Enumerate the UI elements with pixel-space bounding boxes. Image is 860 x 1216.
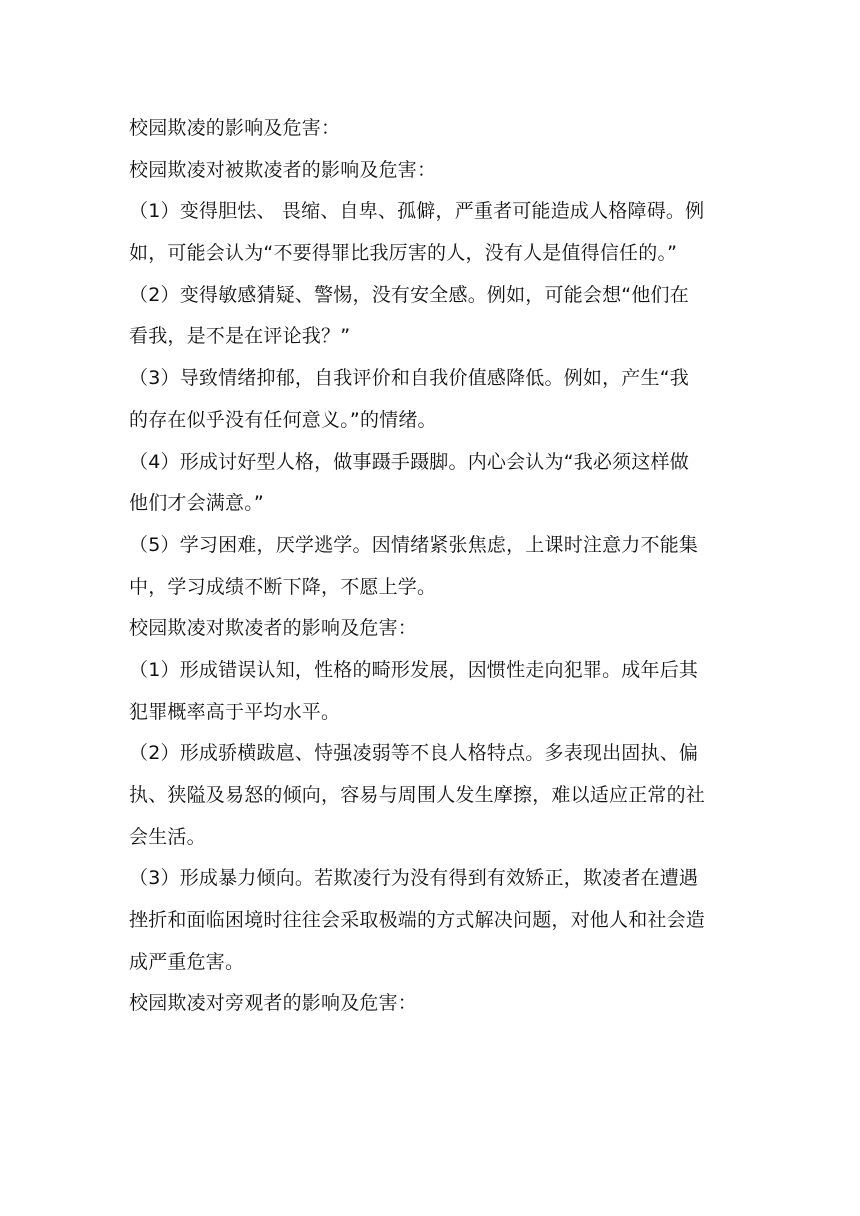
- document-heading: 校园欺凌的影响及危害：: [129, 117, 341, 139]
- paragraph-line: （1）形成错误认知，性格的畸形发展，因惯性走向犯罪。成年后其: [129, 658, 699, 681]
- paragraph-line: 执、狭隘及易怒的倾向，容易与周围人发生摩擦，难以适应正常的社: [129, 784, 706, 806]
- section-title-bullies: 校园欺凌对欺凌者的影响及危害：: [129, 617, 418, 640]
- paragraph-line: 成严重危害。: [129, 950, 245, 973]
- paragraph-line: 的存在似乎没有任何意义。”的情绪。: [129, 408, 437, 431]
- paragraph-line: 挫折和面临困境时往往会采取极端的方式解决问题，对他人和社会造: [129, 909, 706, 932]
- section-title-victims: 校园欺凌对被欺凌者的影响及危害：: [129, 158, 437, 181]
- paragraph-line: （1）变得胆怯、 畏缩、自卑、孤僻，严重者可能造成人格障碍。例: [129, 200, 705, 223]
- paragraph-line: 中，学习成绩不断下降，不愿上学。: [129, 575, 437, 598]
- paragraph-line: 他们才会满意。”: [129, 492, 264, 515]
- document-body: [129, 108, 731, 1025]
- paragraph-line: （4）形成讨好型人格，做事蹑手蹑脚。内心会认为“我必须这样做: [129, 450, 689, 473]
- paragraph-line: 会生活。: [129, 825, 206, 848]
- paragraph-line: （3）形成暴力倾向。若欺凌行为没有得到有效矫正，欺凌者在遭遇: [129, 867, 699, 890]
- paragraph-line: 如，可能会认为“不要得罪比我厉害的人，没有人是值得信任的。”: [129, 242, 678, 265]
- paragraph-line: 看我，是不是在评论我？”: [129, 325, 351, 348]
- paragraph-line: （3）导致情绪抑郁，自我评价和自我价值感降低。例如，产生“我: [129, 367, 689, 390]
- paragraph-line: （2）形成骄横跋扈、恃强凌弱等不良人格特点。多表现出固执、偏: [129, 742, 699, 765]
- paragraph-line: （5）学习困难，厌学逃学。因情绪紧张焦虑，上课时注意力不能集: [129, 533, 699, 556]
- section-title-bystanders: 校园欺凌对旁观者的影响及危害：: [129, 992, 418, 1015]
- paragraph-line: （2）变得敏感猜疑、警惕，没有安全感。例如，可能会想“他们在: [129, 283, 689, 306]
- paragraph-line: 犯罪概率高于平均水平。: [129, 700, 341, 723]
